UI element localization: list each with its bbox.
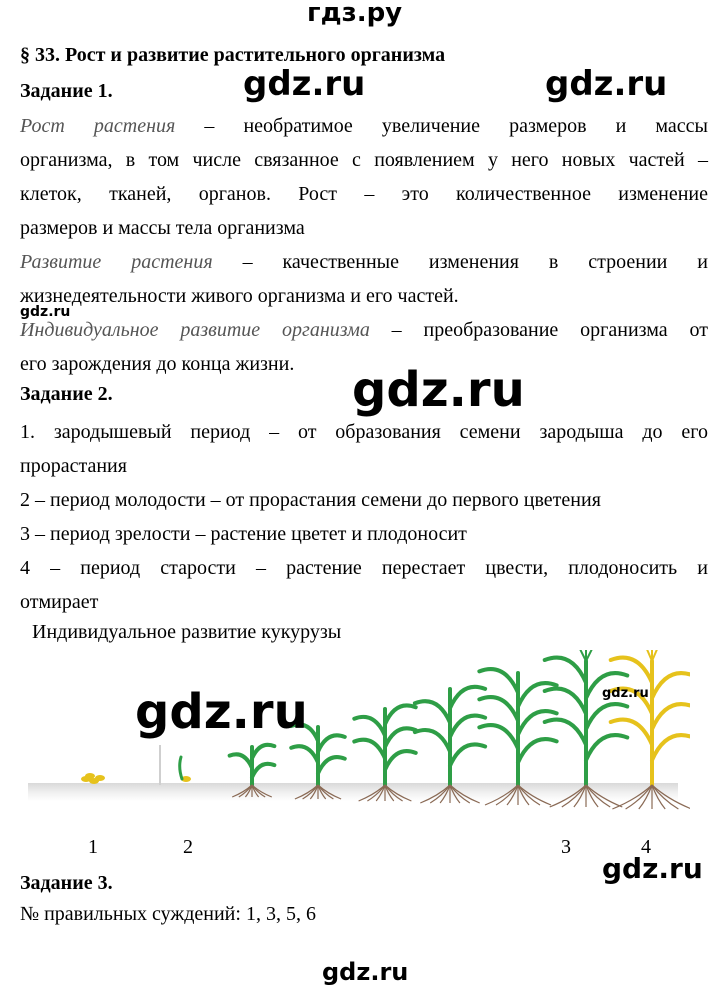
leaf <box>518 711 557 735</box>
leaf <box>318 757 345 773</box>
ontogenesis-term: Индивидуальное развитие организма <box>20 319 370 341</box>
leaf <box>252 764 274 778</box>
period-4-line-2: отмирает <box>20 591 99 613</box>
period-3: 3 – период зрелости – растение цветет и плодоносит <box>20 523 467 545</box>
leaf <box>518 683 557 707</box>
growth-line-4: размеров и массы тела организма <box>20 217 305 239</box>
leaf <box>415 730 450 751</box>
leaf <box>611 658 652 683</box>
growth-line-2: организма, в том числе связанное с появлением у него новых частей – <box>20 149 708 171</box>
watermark: gdz.ru <box>243 64 366 104</box>
leaf <box>586 704 627 729</box>
stage-label-1: 1 <box>88 836 98 858</box>
task2-heading: Задание 2. <box>20 383 113 405</box>
leaf <box>291 746 318 762</box>
tassel <box>580 650 592 661</box>
watermark: gdz.ru <box>545 64 668 104</box>
leaf <box>385 751 416 770</box>
seed <box>95 775 105 781</box>
period-2: 2 – период молодости – от прорастания семени до первого цветения <box>20 489 601 511</box>
period-4-line-1: 4 – период старости – растение перестает цвести, плодоносить и <box>20 557 708 579</box>
watermark: gdz.ru <box>135 684 308 740</box>
leaf <box>354 717 385 736</box>
ontogenesis-line-2: его зарождения до конца жизни. <box>20 353 295 375</box>
ontogenesis-line-1: Индивидуальное развитие организма – преобразование организма от <box>20 319 708 341</box>
leaf <box>652 704 690 729</box>
leaf <box>450 744 485 765</box>
development-line-2: жизнедеятельности живого организма и его частей. <box>20 285 459 307</box>
period-1-line-1: 1. зародышевый период – от образования семени зародыша до его <box>20 421 708 443</box>
task3-heading: Задание 3. <box>20 872 113 894</box>
seed <box>85 773 95 779</box>
leaf <box>518 739 557 763</box>
leaf <box>415 701 450 722</box>
leaf <box>611 720 652 745</box>
maize-development-figure <box>20 650 690 810</box>
leaf <box>545 658 586 683</box>
task1-heading: Задание 1. <box>20 80 113 102</box>
task3-answer: № правильных суждений: 1, 3, 5, 6 <box>20 903 316 925</box>
watermark: gdz.ru <box>602 852 703 885</box>
growth-line-3: клеток, тканей, органов. Рост – это количественное изменение <box>20 183 708 205</box>
sprout <box>180 757 182 779</box>
development-line-1: Развитие растения – качественные изменения в строении и <box>20 251 708 273</box>
figure-caption: Индивидуальное развитие кукурузы <box>32 621 342 643</box>
leaf <box>385 705 416 724</box>
section-title: § 33. Рост и развитие растительного организма <box>20 44 446 66</box>
growth-term: Рост растения <box>20 115 176 137</box>
stage-label-4: 4 <box>641 836 651 858</box>
footer-watermark: gdz.ru <box>322 958 409 986</box>
development-term: Развитие растения <box>20 251 213 273</box>
growth-line-1: Рост растения – необратимое увеличение размеров и массы <box>20 115 708 137</box>
leaf <box>652 673 690 698</box>
period-1-line-2: прорастания <box>20 455 127 477</box>
watermark: gdz.ru <box>352 362 525 418</box>
leaf <box>230 754 252 768</box>
tassel <box>646 650 658 661</box>
leaf <box>318 735 345 751</box>
leaf <box>586 735 627 760</box>
stage-label-2: 2 <box>183 836 193 858</box>
site-header: гдз.ру <box>307 0 403 28</box>
leaf <box>252 745 274 759</box>
watermark: gdz.ru <box>602 686 649 701</box>
leaf <box>385 728 416 747</box>
stage-label-3: 3 <box>561 836 571 858</box>
leaf <box>652 735 690 760</box>
watermark: gdz.ru <box>20 304 71 320</box>
leaf <box>354 740 385 759</box>
